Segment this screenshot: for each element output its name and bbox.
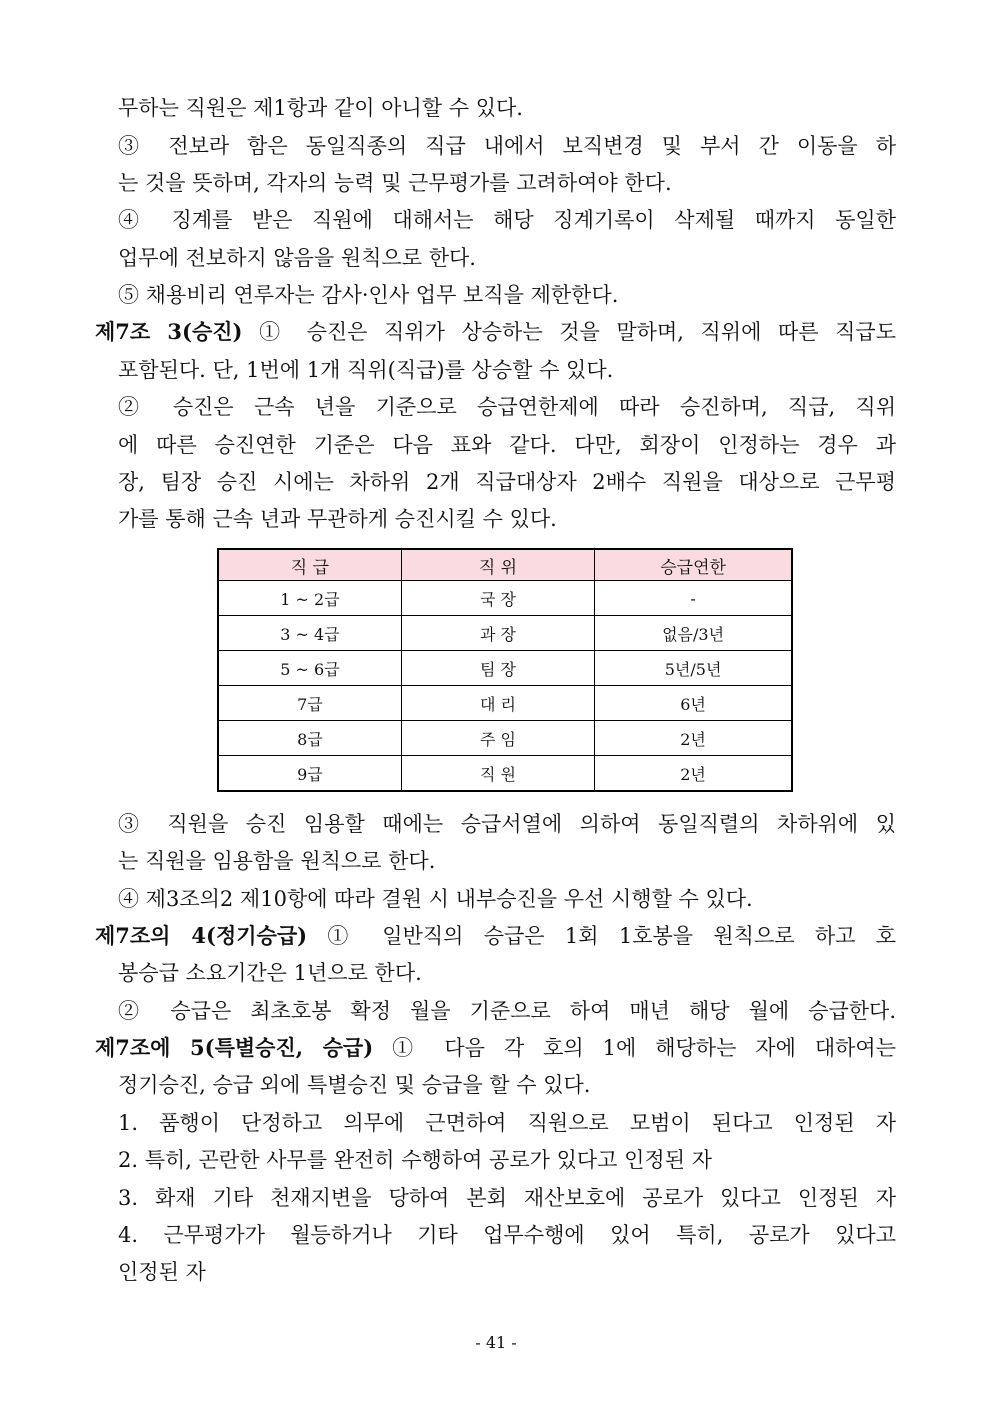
article-7-4-first-line [95, 921, 896, 951]
table-row [218, 756, 792, 792]
cell-position: 팀 장 [401, 651, 594, 686]
paragraph-line: 봉승급 소요기간은 1년으로 한다. [118, 961, 422, 985]
header-grade: 직 급 [218, 549, 401, 581]
cell-position: 과 장 [401, 616, 594, 651]
page-number: - 41 - [475, 1333, 517, 1352]
paragraph-line: ④ 징계를 받은 직원에 대해서는 해당 징계기록이 삭제될 때까지 동일한 [118, 208, 896, 232]
cell-period: 6년 [595, 686, 792, 721]
article-7-4-text: ① 일반직의 승급은 1회 1호봉을 원칙으로 하고 호 [327, 924, 896, 948]
list-item: 2. 특히, 곤란한 사무를 완전히 수행하여 공로가 있다고 인정된 자 [118, 1148, 712, 1172]
table-header-row [218, 549, 792, 581]
cell-grade: 3 ~ 4급 [218, 616, 401, 651]
cell-period: 5년/5년 [595, 651, 792, 686]
paragraph-line: 정기승진, 승급 외에 특별승진 및 승급을 할 수 있다. [118, 1073, 591, 1097]
cell-period: 2년 [595, 756, 792, 792]
article-7-5-first-line [95, 1033, 896, 1063]
article-7-5-heading: 제7조에 5(특별승진, 승급) [95, 1035, 374, 1060]
cell-period: 2년 [595, 721, 792, 756]
paragraph-line: 는 직원을 임용함을 원칙으로 한다. [118, 849, 436, 873]
cell-grade: 5 ~ 6급 [218, 651, 401, 686]
paragraph-line: 포함된다. 단, 1번에 1개 직위(직급)를 상승할 수 있다. [118, 358, 614, 382]
list-item: 3. 화재 기타 천재지변을 당하여 본회 재산보호에 공로가 있다고 인정된 자 [118, 1186, 896, 1210]
promotion-period-table [217, 548, 793, 792]
table-row [218, 581, 792, 616]
paragraph-line: 업무에 전보하지 않음을 원칙으로 한다. [118, 246, 476, 270]
cell-grade: 1 ~ 2급 [218, 581, 401, 616]
cell-grade: 7급 [218, 686, 401, 721]
paragraph-line: ④ 제3조의2 제10항에 따라 결원 시 내부승진을 우선 시행할 수 있다. [118, 887, 753, 911]
cell-period: - [595, 581, 792, 616]
cell-position: 주 임 [401, 721, 594, 756]
cell-position: 직 원 [401, 756, 594, 792]
header-position: 직 위 [401, 549, 594, 581]
table-row [218, 616, 792, 651]
list-item: 1. 품행이 단정하고 의무에 근면하여 직원으로 모범이 된다고 인정된 자 [118, 1111, 896, 1135]
cell-position: 국 장 [401, 581, 594, 616]
cell-period: 없음/3년 [595, 616, 792, 651]
article-7-3-first-line [95, 317, 896, 347]
cell-grade: 9급 [218, 756, 401, 792]
header-period: 승급연한 [595, 549, 792, 581]
article-7-3-heading: 제7조 3(승진) [95, 319, 243, 344]
article-7-5-text: ① 다음 각 호의 1에 해당하는 자에 대하여는 [392, 1036, 896, 1060]
paragraph-line: ③ 직원을 승진 임용할 때에는 승급서열에 의하여 동일직렬의 차하위에 있 [118, 812, 896, 836]
article-7-3-text: ① 승진은 직위가 상승하는 것을 말하며, 직위에 따른 직급도 [259, 320, 896, 344]
cell-position: 대 리 [401, 686, 594, 721]
paragraph-line: ③ 전보라 함은 동일직종의 직급 내에서 보직변경 및 부서 간 이동을 하 [118, 134, 896, 158]
table-row [218, 651, 792, 686]
paragraph-line: 장, 팀장 승진 시에는 차하위 2개 직급대상자 2배수 직원을 대상으로 근무평 [118, 470, 896, 494]
table-row [218, 686, 792, 721]
paragraph-line: 는 것을 뜻하며, 각자의 능력 및 근무평가를 고려하여야 한다. [118, 171, 672, 195]
article-7-4-heading: 제7조의 4(정기승급) [95, 923, 308, 948]
list-item: 4. 근무평가가 월등하거나 기타 업무수행에 있어 특히, 공로가 있다고 [118, 1223, 896, 1247]
paragraph-line: 무하는 직원은 제1항과 같이 아니할 수 있다. [118, 96, 523, 120]
paragraph-line: ② 승진은 근속 년을 기준으로 승급연한제에 따라 승진하며, 직급, 직위 [118, 395, 896, 419]
table-row [218, 721, 792, 756]
paragraph-line: ⑤ 채용비리 연루자는 감사·인사 업무 보직을 제한한다. [118, 283, 619, 307]
paragraph-line: 인정된 자 [118, 1260, 206, 1284]
paragraph-line: ② 승급은 최초호봉 확정 월을 기준으로 하여 매년 해당 월에 승급한다. [118, 999, 896, 1023]
paragraph-line: 가를 통해 근속 년과 무관하게 승진시킬 수 있다. [118, 507, 557, 531]
cell-grade: 8급 [218, 721, 401, 756]
paragraph-line: 에 따른 승진연한 기준은 다음 표와 같다. 다만, 회장이 인정하는 경우 과 [118, 433, 896, 457]
